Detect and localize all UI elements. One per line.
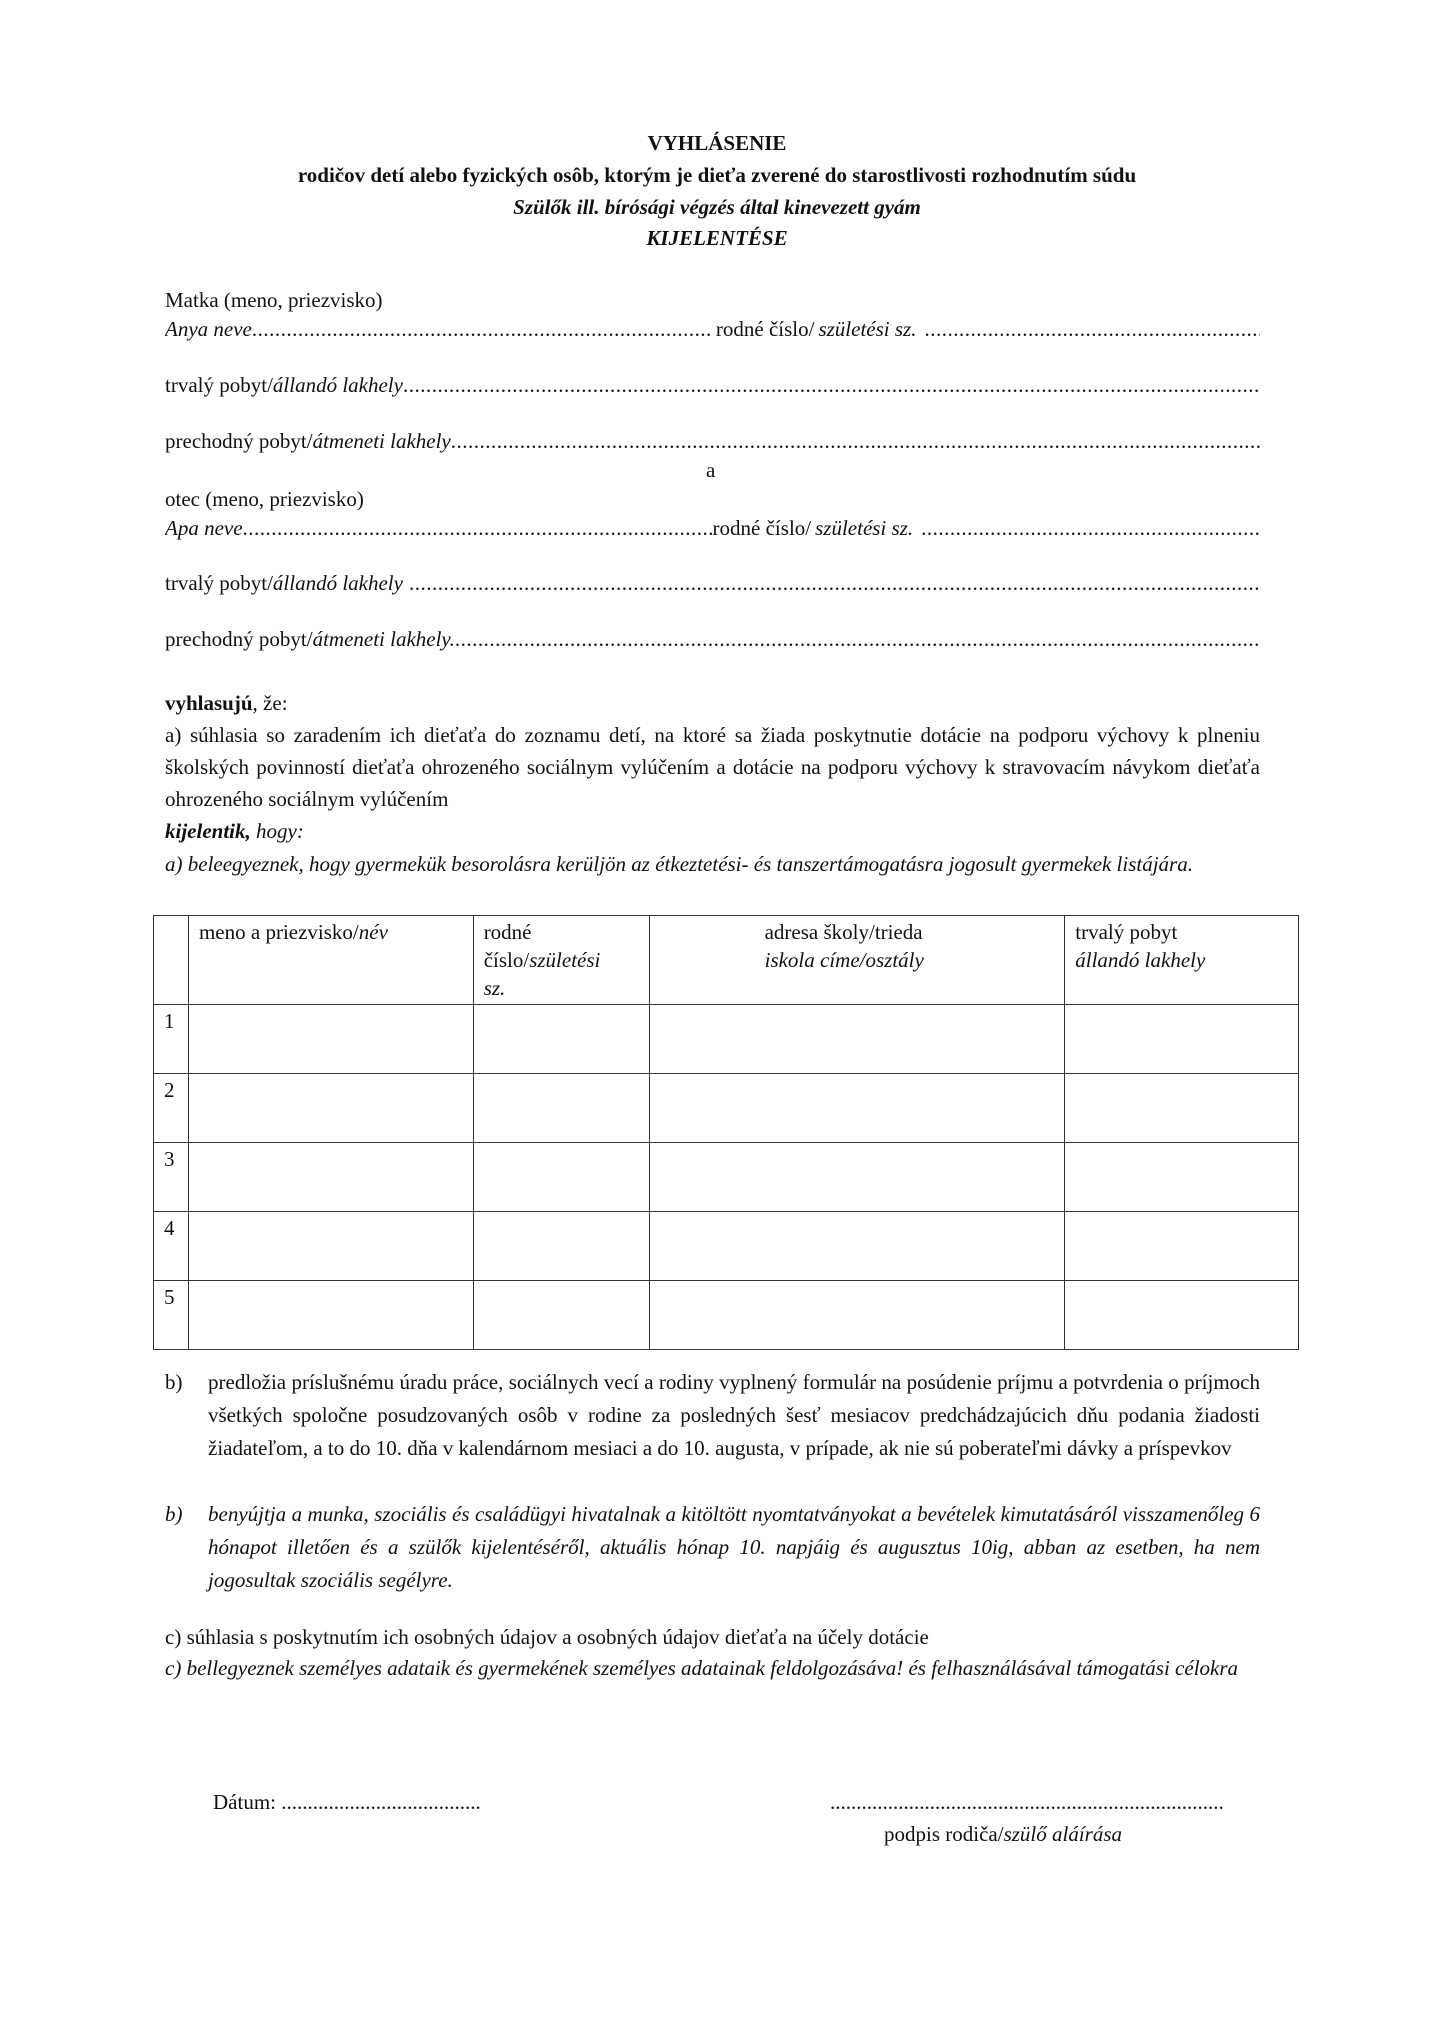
col1-label-hu: név bbox=[358, 920, 388, 944]
declare-hu-rest: hogy: bbox=[250, 819, 304, 843]
row-address-cell[interactable] bbox=[1065, 1074, 1299, 1143]
col3-label-hu: iskola címe/osztály bbox=[764, 948, 924, 972]
col4-label-hu: állandó lakhely bbox=[1075, 948, 1206, 972]
mother-label: Matka (meno, priezvisko) bbox=[165, 288, 383, 312]
document-title: VYHLÁSENIE bbox=[647, 131, 787, 155]
father-perm-field[interactable] bbox=[165, 568, 1260, 600]
row-address-cell[interactable] bbox=[1065, 1212, 1299, 1281]
table-header-school bbox=[649, 916, 1065, 1005]
row-school-cell[interactable] bbox=[649, 1281, 1065, 1350]
declare-a-text-hu: a) beleegyeznek, hogy gyermekük besorolásra kerüljön az étkeztetési- és tanszertámogatásra jogosult gyermekek listájára. bbox=[165, 852, 1193, 876]
father-perm-label-hu: állandó lakhely bbox=[272, 571, 403, 595]
father-perm-dots bbox=[409, 568, 1260, 600]
row-school-cell[interactable] bbox=[649, 1074, 1065, 1143]
table-row bbox=[154, 1212, 1299, 1281]
section-b-label-hu: b) bbox=[165, 1502, 183, 1526]
row-id-cell[interactable] bbox=[473, 1005, 649, 1074]
conjunction: a bbox=[706, 458, 716, 482]
col1-label: meno a priezvisko/ bbox=[198, 920, 359, 944]
section-b-hu bbox=[165, 1498, 1260, 1597]
row-number: 3 bbox=[154, 1143, 189, 1212]
date-dots bbox=[281, 1790, 481, 1814]
row-number: 4 bbox=[154, 1212, 189, 1281]
row-number: 1 bbox=[154, 1005, 189, 1074]
row-name-cell[interactable] bbox=[188, 1143, 473, 1212]
row-school-cell[interactable] bbox=[649, 1143, 1065, 1212]
mother-temp-dots bbox=[451, 426, 1260, 458]
table-row bbox=[154, 1074, 1299, 1143]
section-b-text: predložia príslušnému úradu práce, sociálnych vecí a rodiny vyplnený formulár na posúdenie príjmu a potvrdenia o príjmoch všetkých spoločne posudzovaných osôb v rodine za posledných šesť mesiacov predchádzajúcich dňu podania žiadosti žiadateľom, a to do 10. dňa v kalendárnom mesiaci a do 10. augusta, v prípade, ak nie sú poberateľmi dávky a príspevkov bbox=[208, 1370, 1260, 1460]
row-id-cell[interactable] bbox=[473, 1143, 649, 1212]
mother-temp-field[interactable] bbox=[165, 426, 1260, 458]
section-b-label: b) bbox=[165, 1370, 183, 1394]
section-b bbox=[165, 1366, 1260, 1465]
father-temp-dots bbox=[455, 624, 1260, 656]
mother-name-label-hu: Anya neve bbox=[165, 317, 252, 341]
mother-temp-label-hu: átmeneti lakhely bbox=[312, 429, 451, 453]
row-id-cell[interactable] bbox=[473, 1074, 649, 1143]
father-id-label-hu: születési sz. bbox=[815, 516, 914, 540]
col2-label-b-hu: születési bbox=[529, 948, 601, 972]
section-c-text: c) súhlasia s poskytnutím ich osobných údajov a osobných údajov dieťaťa na účely dotácie bbox=[165, 1625, 929, 1649]
table-header-name bbox=[188, 916, 473, 1005]
father-name-field[interactable] bbox=[165, 513, 1260, 545]
children-table bbox=[153, 915, 1299, 1350]
father-id-dots bbox=[913, 513, 1260, 545]
father-name-label-hu: Apa neve bbox=[165, 516, 243, 540]
mother-perm-label: trvalý pobyt/ bbox=[165, 373, 273, 397]
row-name-cell[interactable] bbox=[188, 1281, 473, 1350]
date-label: Dátum: bbox=[213, 1790, 282, 1814]
row-number: 5 bbox=[154, 1281, 189, 1350]
father-temp-label: prechodný pobyt/ bbox=[165, 627, 313, 651]
row-number: 2 bbox=[154, 1074, 189, 1143]
section-b-text-hu: benyújtja a munka, szociális és családügyi hivatalnak a kitöltött nyomtatványokat a bevételek kimutatásáról visszamenőleg 6 hónapot illetően és a szülők kijelentéséről, aktuális hónap 10. napjáig és augusztus 10ig, abban az esetben, ha nem jogosultak szociális segélyre. bbox=[208, 1502, 1260, 1592]
declare-bold: vyhlasujú bbox=[165, 691, 253, 715]
row-id-cell[interactable] bbox=[473, 1212, 649, 1281]
father-perm-label: trvalý pobyt/ bbox=[165, 571, 273, 595]
table-header-row bbox=[154, 916, 1299, 1005]
father-temp-label-hu: átmeneti lakhely. bbox=[312, 627, 455, 651]
section-c-text-hu: c) bellegyeznek személyes adataik és gyermekének személyes adatainak feldolgozásáva! és felhasználásával támogatási célokra bbox=[165, 1656, 1239, 1680]
row-name-cell[interactable] bbox=[188, 1005, 473, 1074]
table-header-num bbox=[154, 916, 189, 1005]
row-address-cell[interactable] bbox=[1065, 1005, 1299, 1074]
col2-label-b: číslo/ bbox=[483, 948, 530, 972]
mother-id-dots bbox=[916, 314, 1260, 346]
row-id-cell[interactable] bbox=[473, 1281, 649, 1350]
row-address-cell[interactable] bbox=[1065, 1143, 1299, 1212]
signature-line[interactable] bbox=[830, 1787, 1224, 1819]
father-id-label: rodné číslo/ bbox=[712, 516, 812, 540]
row-name-cell[interactable] bbox=[188, 1212, 473, 1281]
mother-name-dots bbox=[252, 314, 712, 346]
mother-id-label-hu: születési sz. bbox=[818, 317, 917, 341]
document-subtitle: rodičov detí alebo fyzických osôb, ktorým je dieťa zverené do starostlivosti rozhodnutím súdu bbox=[297, 163, 1137, 187]
col2-label-a: rodné bbox=[483, 920, 532, 944]
document-title-hu: KIJELENTÉSE bbox=[646, 226, 788, 250]
row-school-cell[interactable] bbox=[649, 1212, 1065, 1281]
table-row bbox=[154, 1143, 1299, 1212]
declare-heading bbox=[165, 688, 288, 720]
declare-hu-heading bbox=[165, 816, 304, 848]
mother-perm-dots bbox=[403, 370, 1260, 402]
col4-label: trvalý pobyt bbox=[1075, 920, 1178, 944]
table-header-id bbox=[473, 916, 649, 1005]
mother-perm-label-hu: állandó lakhely bbox=[272, 373, 403, 397]
mother-id-label: rodné číslo/ bbox=[715, 317, 815, 341]
document-subtitle-hu: Szülők ill. bírósági végzés által kinevezett gyám bbox=[513, 195, 921, 219]
signature-label: podpis rodiča/ bbox=[884, 1822, 1004, 1846]
row-address-cell[interactable] bbox=[1065, 1281, 1299, 1350]
mother-name-field[interactable] bbox=[165, 314, 1260, 346]
father-label: otec (meno, priezvisko) bbox=[165, 487, 364, 511]
table-row bbox=[154, 1005, 1299, 1074]
col2-label-c-hu: sz. bbox=[483, 976, 506, 1000]
table-header-address bbox=[1065, 916, 1299, 1005]
date-field[interactable] bbox=[213, 1787, 481, 1819]
father-name-dots bbox=[243, 513, 713, 545]
declare-hu-bold: kijelentik, bbox=[165, 819, 251, 843]
row-school-cell[interactable] bbox=[649, 1005, 1065, 1074]
signature-label-hu: szülő aláírása bbox=[1003, 1822, 1123, 1846]
col3-label: adresa školy/trieda bbox=[764, 920, 923, 944]
declare-rest: , že: bbox=[252, 691, 288, 715]
row-name-cell[interactable] bbox=[188, 1074, 473, 1143]
declare-a-text: a) súhlasia so zaradením ich dieťaťa do zoznamu detí, na ktoré sa žiada poskytnutie dotácie na podporu výchovy k plneniu školských povinností dieťaťa ohrozeného sociálnym vylúčením a dotácie na podporu výchovy k stravovacím návykom dieťaťa ohrozeného sociálnym vylúčením bbox=[165, 723, 1260, 811]
table-row bbox=[154, 1281, 1299, 1350]
father-temp-field[interactable] bbox=[165, 624, 1260, 656]
mother-perm-field[interactable] bbox=[165, 370, 1260, 402]
signature-caption bbox=[884, 1819, 1122, 1851]
mother-temp-label: prechodný pobyt/ bbox=[165, 429, 313, 453]
